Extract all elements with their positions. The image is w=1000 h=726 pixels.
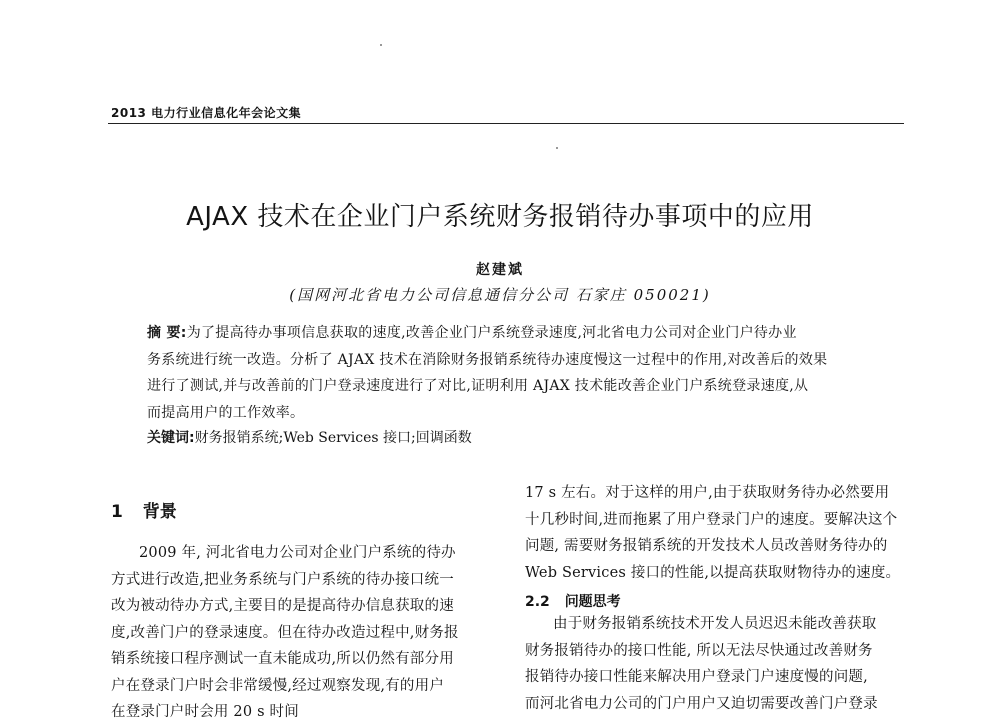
- paragraph-line: 十几秒时间,进而拖累了用户登录门户的速度。要解决这个: [525, 511, 898, 528]
- paragraph-line: 方式进行改造,把业务系统与门户系统的待办接口统一: [111, 571, 454, 588]
- running-header: 2013 电力行业信息化年会论文集: [111, 106, 302, 120]
- paragraph-line: 而河北省电力公司的门户用户又迫切需要改善门户登录: [525, 695, 878, 712]
- scan-speck: [556, 147, 558, 149]
- section-number: 1: [111, 502, 123, 522]
- author-affiliation: (国网河北省电力公司信息通信分公司 石家庄 050021): [289, 286, 711, 304]
- abstract-line: 进行了测试,并与改善前的门户登录速度进行了对比,证明利用 AJAX 技术能改善企业门户系统登录速度,从: [147, 378, 809, 394]
- paragraph-line: 在登录门户时会用 20 s 时间: [111, 704, 299, 720]
- subsection-heading: [525, 591, 621, 611]
- paragraph-line: 财务报销待办的接口性能, 所以无法尽快通过改善财务: [525, 642, 873, 659]
- paragraph-line: 问题, 需要财务报销系统的开发技术人员改善财务待办的: [525, 538, 888, 554]
- left-column-body: [111, 540, 486, 726]
- abstract-line: [147, 320, 872, 347]
- right-column-body: [525, 480, 910, 586]
- header-rule: [108, 123, 904, 124]
- abstract-line: 务系统进行统一改造。分析了 AJAX 技术在消除财务报销系统待办速度慢这一过程中的作用,对改善后的效果: [147, 351, 828, 368]
- section-title: 背景: [142, 502, 177, 522]
- paragraph-line: 2009 年, 河北省电力公司对企业门户系统的待办: [139, 545, 456, 561]
- paper-title: AJAX 技术在企业门户系统财务报销待办事项中的应用: [186, 202, 814, 232]
- abstract-text: 为了提高待办事项信息获取的速度,改善企业门户系统登录速度,河北省电力公司对企业门户待办业: [186, 325, 797, 341]
- paragraph-line: Web Services 接口的性能,以提高获取财物待办的速度。: [525, 564, 901, 581]
- keywords-label: 关键词:: [147, 430, 195, 446]
- section-heading: [111, 497, 177, 522]
- abstract: [147, 320, 872, 426]
- abstract-label: 摘 要:: [147, 325, 187, 341]
- paragraph-line: 度,改善门户的登录速度。但在待办改造过程中,财务报: [111, 624, 459, 641]
- subsection-number: 2.2: [525, 594, 550, 610]
- keywords-text: 财务报销系统;Web Services 接口;回调函数: [194, 430, 472, 446]
- paragraph-line: 户在登录门户时会非常缓慢,经过观察发现,有的用户: [111, 677, 445, 694]
- subsection-body: [525, 611, 910, 717]
- author-name: 赵建斌: [476, 262, 524, 278]
- paragraph-line: 报销待办接口性能来解决用户登录门户速度慢的问题,: [525, 669, 868, 685]
- keywords: [147, 427, 872, 449]
- abstract-line: 而提高用户的工作效率。: [147, 404, 305, 421]
- scan-speck: [380, 44, 382, 46]
- paragraph-line: 销系统接口程序测试一直未能成功,所以仍然有部分用: [111, 651, 454, 667]
- paragraph-line: 改为被动待办方式,主要目的是提高待办信息获取的速: [111, 598, 454, 614]
- paragraph-line: 由于财务报销系统技术开发人员迟迟未能改善获取: [553, 616, 877, 632]
- subsection-title: 问题思考: [564, 594, 621, 610]
- paragraph-line: 17 s 左右。对于这样的用户,由于获取财务待办必然要用: [525, 485, 890, 501]
